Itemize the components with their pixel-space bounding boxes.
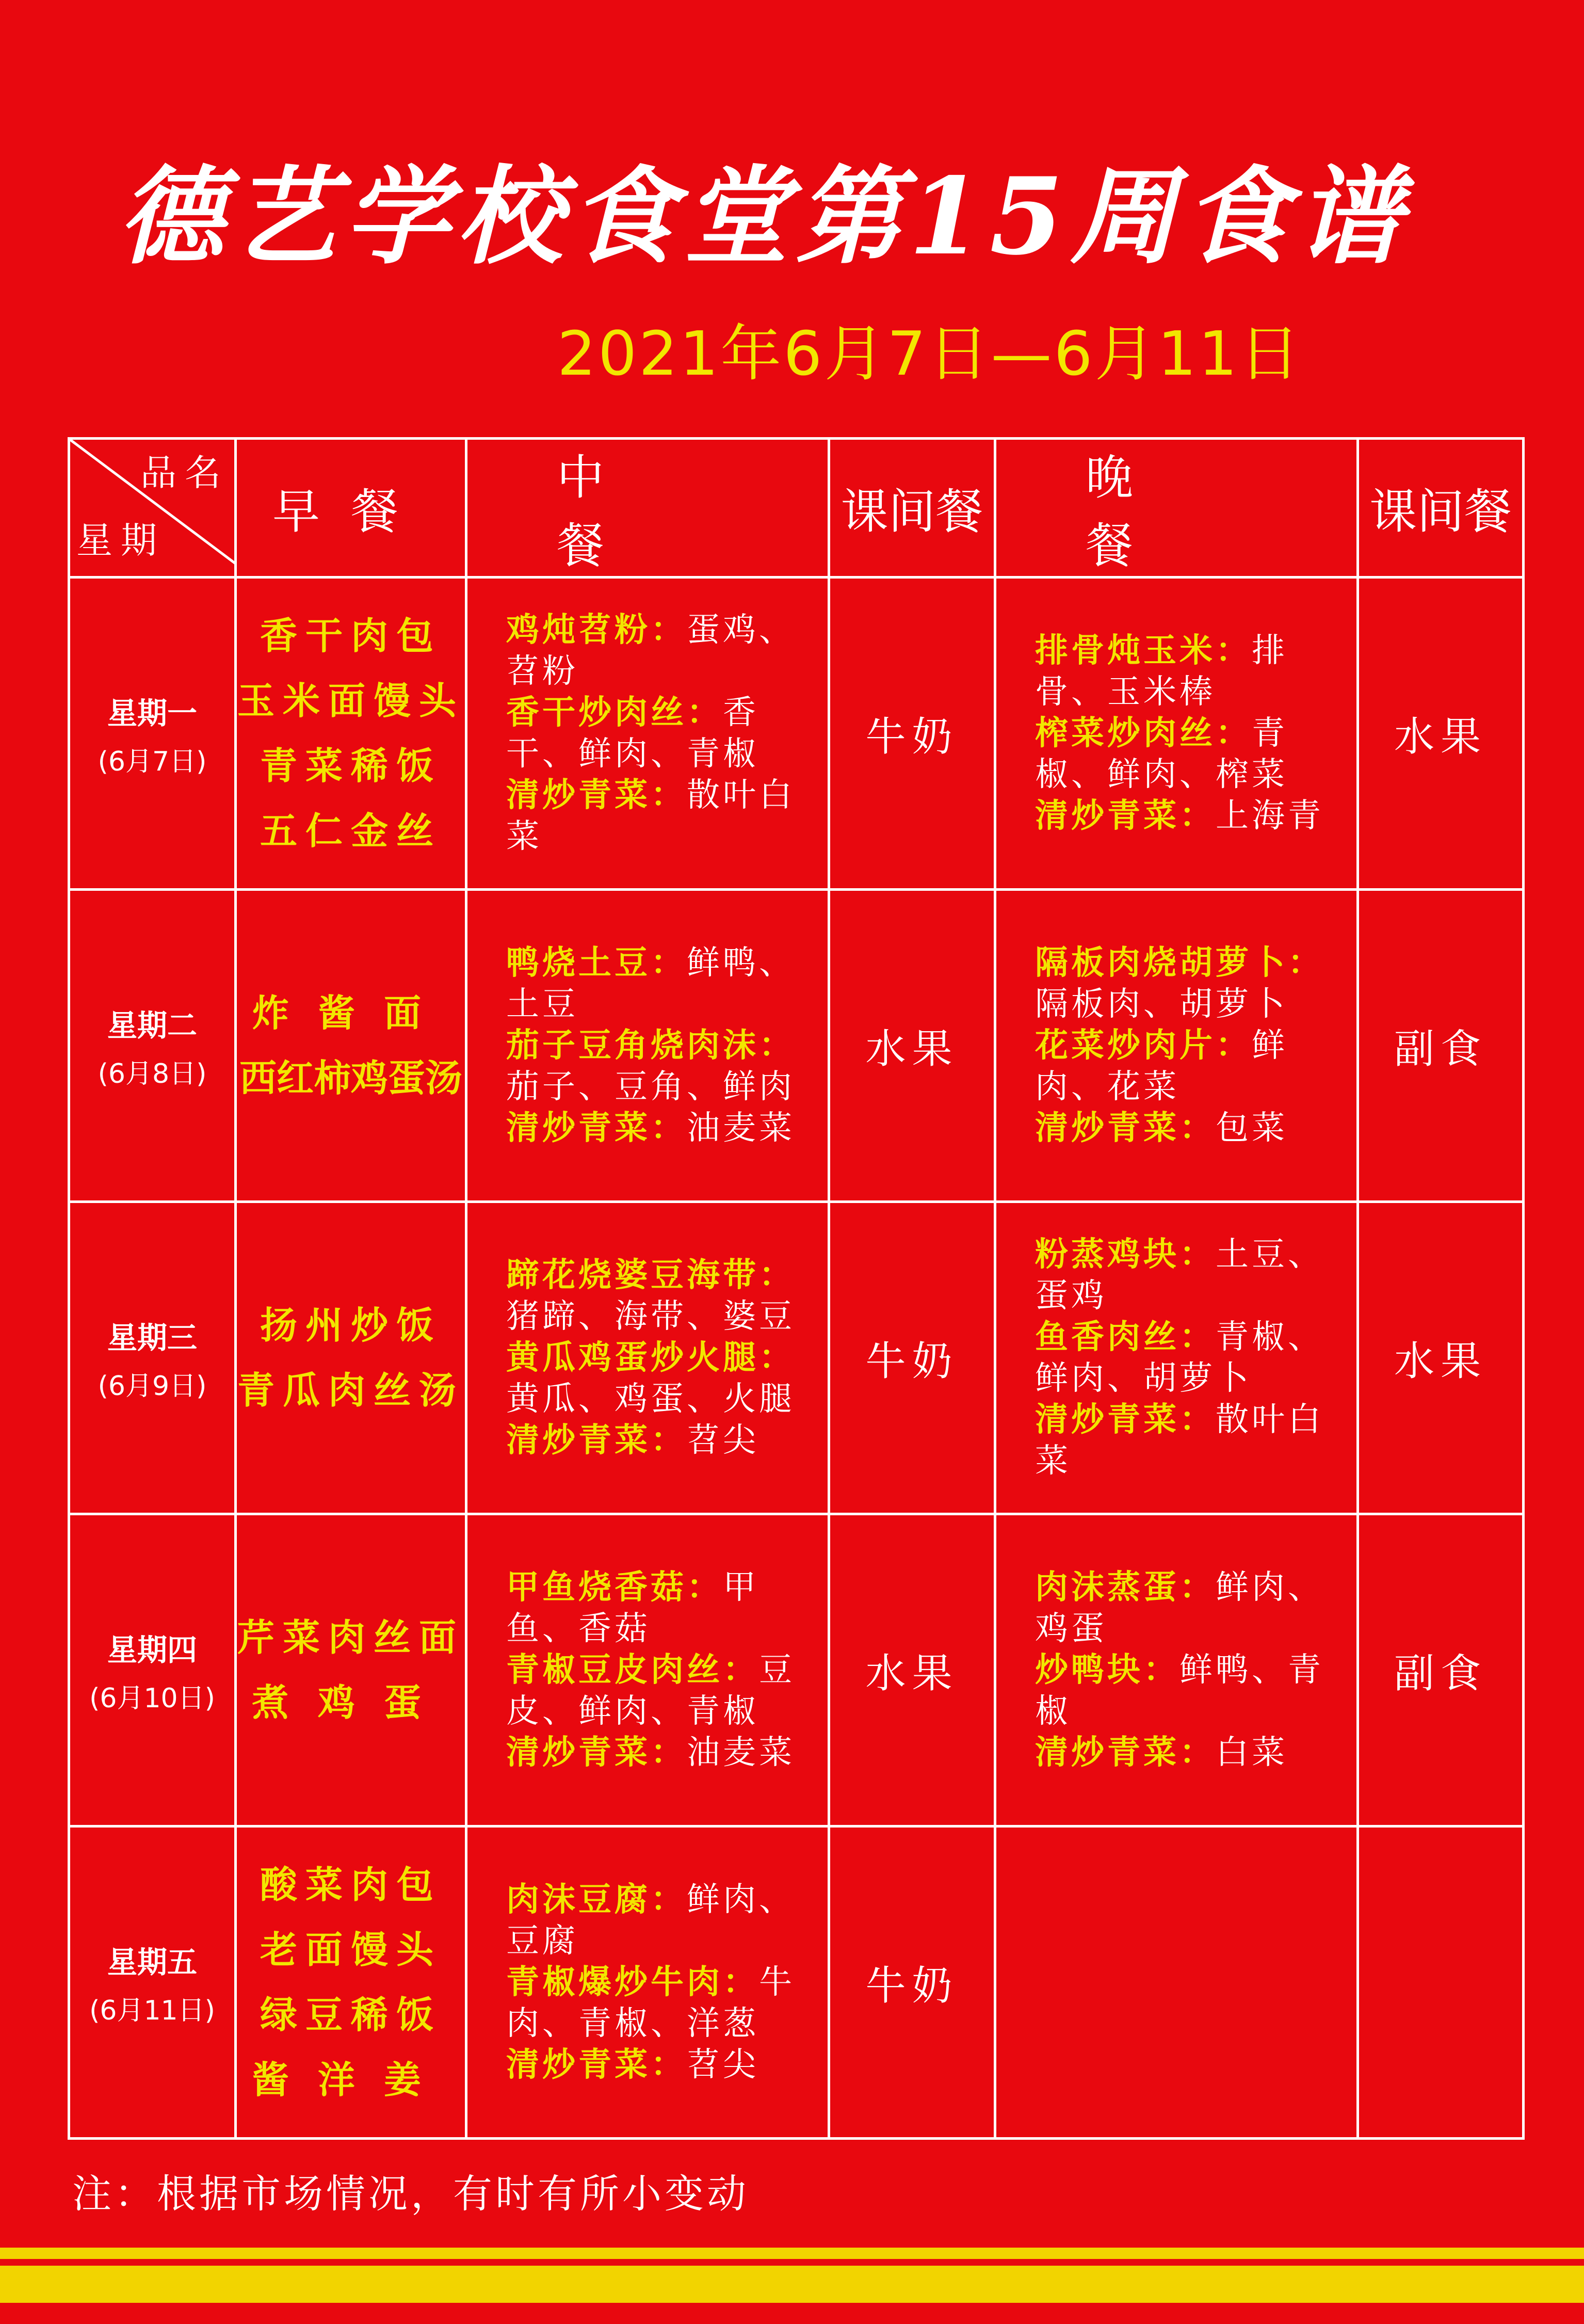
breakfast-cell xyxy=(236,1202,466,1514)
dish-ingredients: 香干、鲜肉、青椒 xyxy=(506,694,759,773)
dish-name: 青椒豆皮肉丝： xyxy=(506,1651,759,1689)
day-cell xyxy=(69,1826,236,2139)
breakfast-item: 炸酱面 xyxy=(251,991,450,1035)
snack1-cell: 牛奶 xyxy=(829,578,995,890)
dish-ingredients: 青椒、鲜肉、胡萝卜 xyxy=(1035,1318,1324,1398)
breakfast-item: 绿豆稀饭 xyxy=(260,1993,442,2037)
dish-line xyxy=(506,1879,807,1962)
dish-ingredients: 猪蹄、海带、婆豆 xyxy=(506,1297,795,1336)
dish-name: 青椒爆炒牛肉： xyxy=(506,1963,759,2001)
dish-ingredients: 白菜 xyxy=(1216,1734,1288,1772)
dish-line xyxy=(506,775,807,857)
lunch-cell xyxy=(466,1202,829,1514)
lunch-cell xyxy=(466,1514,829,1826)
decor-band-thin xyxy=(0,2248,1584,2259)
lunch-cell xyxy=(466,890,829,1202)
snack2-cell: 水果 xyxy=(1358,578,1524,890)
dish-line xyxy=(506,1337,807,1420)
breakfast-item: 玉米面馒头 xyxy=(237,679,464,723)
dinner-cell xyxy=(995,1826,1358,2139)
table-row xyxy=(69,1826,1524,2139)
dish-line xyxy=(506,1420,807,1461)
day-cell xyxy=(69,1202,236,1514)
header-item-label: 品名 xyxy=(140,452,229,494)
snack1-cell: 水果 xyxy=(829,1514,995,1826)
header-lunch: 中餐 xyxy=(466,439,829,578)
dish-line xyxy=(1035,713,1336,795)
dish-name: 榨菜炒肉丝： xyxy=(1035,714,1252,752)
dish-name: 黄瓜鸡蛋炒火腿： xyxy=(506,1339,795,1377)
dish-ingredients: 甲鱼、香菇 xyxy=(506,1568,759,1648)
day-date: (6月11日) xyxy=(89,1995,215,2026)
lunch-cell xyxy=(466,1826,829,2139)
dish-line xyxy=(506,942,807,1025)
dinner-cell xyxy=(995,1514,1358,1826)
breakfast-item: 芹菜肉丝面 xyxy=(237,1616,464,1659)
dish-name: 鸭烧土豆： xyxy=(506,944,687,982)
day-date: (6月8日) xyxy=(98,1058,207,1089)
dish-name: 茄子豆角烧肉沫： xyxy=(506,1027,795,1065)
day-cell xyxy=(69,890,236,1202)
dish-name: 花菜炒肉片： xyxy=(1035,1027,1252,1065)
snack1-cell: 水果 xyxy=(829,890,995,1202)
table-row xyxy=(69,1202,1524,1514)
day-name: 星期五 xyxy=(107,1944,197,1980)
breakfast-item: 青瓜肉丝汤 xyxy=(237,1369,464,1412)
day-name: 星期三 xyxy=(107,1320,197,1355)
dish-name: 鸡炖苕粉： xyxy=(506,611,687,649)
snack2-cell: 副食 xyxy=(1358,1514,1524,1826)
snack2-cell: 副食 xyxy=(1358,890,1524,1202)
dish-ingredients: 青椒、鲜肉、榨菜 xyxy=(1035,714,1288,794)
dish-line xyxy=(1035,630,1336,713)
day-cell xyxy=(69,1514,236,1826)
dish-ingredients: 鲜鸭、青椒 xyxy=(1035,1651,1324,1730)
breakfast-item: 酸菜肉包 xyxy=(260,1863,442,1906)
dish-ingredients: 油麦菜 xyxy=(687,1109,795,1147)
snack1-cell: 牛奶 xyxy=(829,1826,995,2139)
header-week-label: 星期 xyxy=(76,519,165,562)
decor-band-thick xyxy=(0,2266,1584,2303)
date-range: 2021年6月7日—6月11日 xyxy=(557,318,1302,389)
dish-line xyxy=(506,2044,807,2086)
table-row xyxy=(69,890,1524,1202)
dish-name: 清炒青菜： xyxy=(506,1421,687,1460)
dish-ingredients: 油麦菜 xyxy=(687,1734,795,1772)
header-breakfast: 早餐 xyxy=(236,439,466,578)
dish-line xyxy=(506,1255,807,1337)
breakfast-item: 香干肉包 xyxy=(260,614,442,658)
dish-name: 清炒青菜： xyxy=(506,2046,687,2084)
footnote: 注：根据市场情况，有时有所小变动 xyxy=(72,2171,749,2217)
dish-ingredients: 鲜肉、花菜 xyxy=(1035,1027,1288,1106)
dish-name: 隔板肉烧胡萝卜： xyxy=(1035,944,1324,982)
dinner-cell xyxy=(995,578,1358,890)
breakfast-item: 五仁金丝 xyxy=(260,809,442,853)
snack2-cell xyxy=(1358,1826,1524,2139)
dish-line xyxy=(506,1732,807,1773)
dish-ingredients: 包菜 xyxy=(1216,1109,1288,1147)
table-header-row xyxy=(69,439,1524,578)
dish-name: 甲鱼烧香菇： xyxy=(506,1568,723,1607)
breakfast-item: 西红柿鸡蛋汤 xyxy=(239,1056,462,1100)
dish-ingredients: 散叶白菜 xyxy=(506,776,795,856)
dish-ingredients: 苕尖 xyxy=(687,1421,759,1460)
dish-ingredients: 豆皮、鲜肉、青椒 xyxy=(506,1651,795,1730)
dish-line xyxy=(1035,1108,1336,1149)
dish-ingredients: 鲜鸭、土豆 xyxy=(506,944,795,1023)
dish-line xyxy=(1035,942,1336,1025)
dish-line xyxy=(506,610,807,692)
dish-line xyxy=(1035,1732,1336,1773)
dish-name: 肉沫蒸蛋： xyxy=(1035,1568,1216,1607)
day-name: 星期二 xyxy=(107,1007,197,1043)
breakfast-item: 酱洋姜 xyxy=(251,2058,450,2102)
breakfast-item: 青菜稀饭 xyxy=(260,744,442,788)
dish-name: 清炒青菜： xyxy=(506,1109,687,1147)
dish-line xyxy=(1035,1317,1336,1399)
dish-line xyxy=(506,1649,807,1732)
dish-name: 清炒青菜： xyxy=(1035,1734,1216,1772)
dish-name: 清炒青菜： xyxy=(506,776,687,814)
dish-line xyxy=(506,1962,807,2044)
header-corner-cell xyxy=(69,439,236,578)
dish-line xyxy=(1035,1567,1336,1649)
day-date: (6月9日) xyxy=(98,1370,207,1402)
dish-line xyxy=(1035,1234,1336,1317)
dish-ingredients: 鲜肉、鸡蛋 xyxy=(1035,1568,1324,1648)
breakfast-cell xyxy=(236,890,466,1202)
breakfast-item: 扬州炒饭 xyxy=(260,1304,442,1347)
dish-ingredients: 隔板肉、胡萝卜 xyxy=(1035,985,1288,1023)
breakfast-item: 煮鸡蛋 xyxy=(251,1681,450,1724)
breakfast-cell xyxy=(236,1826,466,2139)
dish-name: 香干炒肉丝： xyxy=(506,694,723,732)
day-cell xyxy=(69,578,236,890)
snack2-cell: 水果 xyxy=(1358,1202,1524,1514)
dish-name: 鱼香肉丝： xyxy=(1035,1318,1216,1356)
dinner-cell xyxy=(995,1202,1358,1514)
dish-ingredients: 蛋鸡、苕粉 xyxy=(506,611,795,691)
page-title: 德艺学校食堂第15周食谱 xyxy=(118,155,1410,279)
dish-name: 肉沫豆腐： xyxy=(506,1881,687,1919)
dish-line xyxy=(506,692,807,775)
dish-name: 清炒青菜： xyxy=(1035,1401,1216,1439)
day-date: (6月7日) xyxy=(98,746,207,777)
header-snack2: 课间餐 xyxy=(1358,439,1524,578)
header-snack1: 课间餐 xyxy=(829,439,995,578)
header-dinner: 晚餐 xyxy=(995,439,1358,578)
dish-line xyxy=(1035,1025,1336,1108)
breakfast-cell xyxy=(236,1514,466,1826)
dish-ingredients: 排骨、玉米棒 xyxy=(1035,632,1288,711)
dish-name: 清炒青菜： xyxy=(506,1734,687,1772)
dish-line xyxy=(506,1025,807,1108)
table-row xyxy=(69,578,1524,890)
dish-ingredients: 茄子、豆角、鲜肉 xyxy=(506,1068,795,1106)
dish-name: 蹄花烧婆豆海带： xyxy=(506,1256,795,1294)
breakfast-cell xyxy=(236,578,466,890)
dish-ingredients: 黄瓜、鸡蛋、火腿 xyxy=(506,1380,795,1418)
dish-ingredients: 牛肉、青椒、洋葱 xyxy=(506,1963,795,2043)
lunch-cell xyxy=(466,578,829,890)
day-name: 星期一 xyxy=(107,695,197,731)
breakfast-item: 老面馒头 xyxy=(260,1928,442,1972)
dish-ingredients: 散叶白菜 xyxy=(1035,1401,1324,1480)
table-row xyxy=(69,1514,1524,1826)
dinner-cell xyxy=(995,890,1358,1202)
dish-line xyxy=(506,1567,807,1649)
dish-name: 炒鸭块： xyxy=(1035,1651,1179,1689)
dish-name: 排骨炖玉米： xyxy=(1035,632,1252,670)
dish-line xyxy=(1035,1649,1336,1732)
menu-table xyxy=(68,437,1525,2140)
dish-name: 清炒青菜： xyxy=(1035,797,1216,835)
day-date: (6月10日) xyxy=(89,1682,215,1714)
dish-line xyxy=(1035,1399,1336,1482)
dish-line xyxy=(1035,795,1336,837)
snack1-cell: 牛奶 xyxy=(829,1202,995,1514)
dish-line xyxy=(506,1108,807,1149)
dish-ingredients: 上海青 xyxy=(1216,797,1324,835)
dish-ingredients: 土豆、蛋鸡 xyxy=(1035,1236,1324,1315)
dish-ingredients: 鲜肉、豆腐 xyxy=(506,1881,795,1960)
dish-name: 清炒青菜： xyxy=(1035,1109,1216,1147)
dish-name: 粉蒸鸡块： xyxy=(1035,1236,1216,1274)
day-name: 星期四 xyxy=(107,1632,197,1668)
dish-ingredients: 苕尖 xyxy=(687,2046,759,2084)
